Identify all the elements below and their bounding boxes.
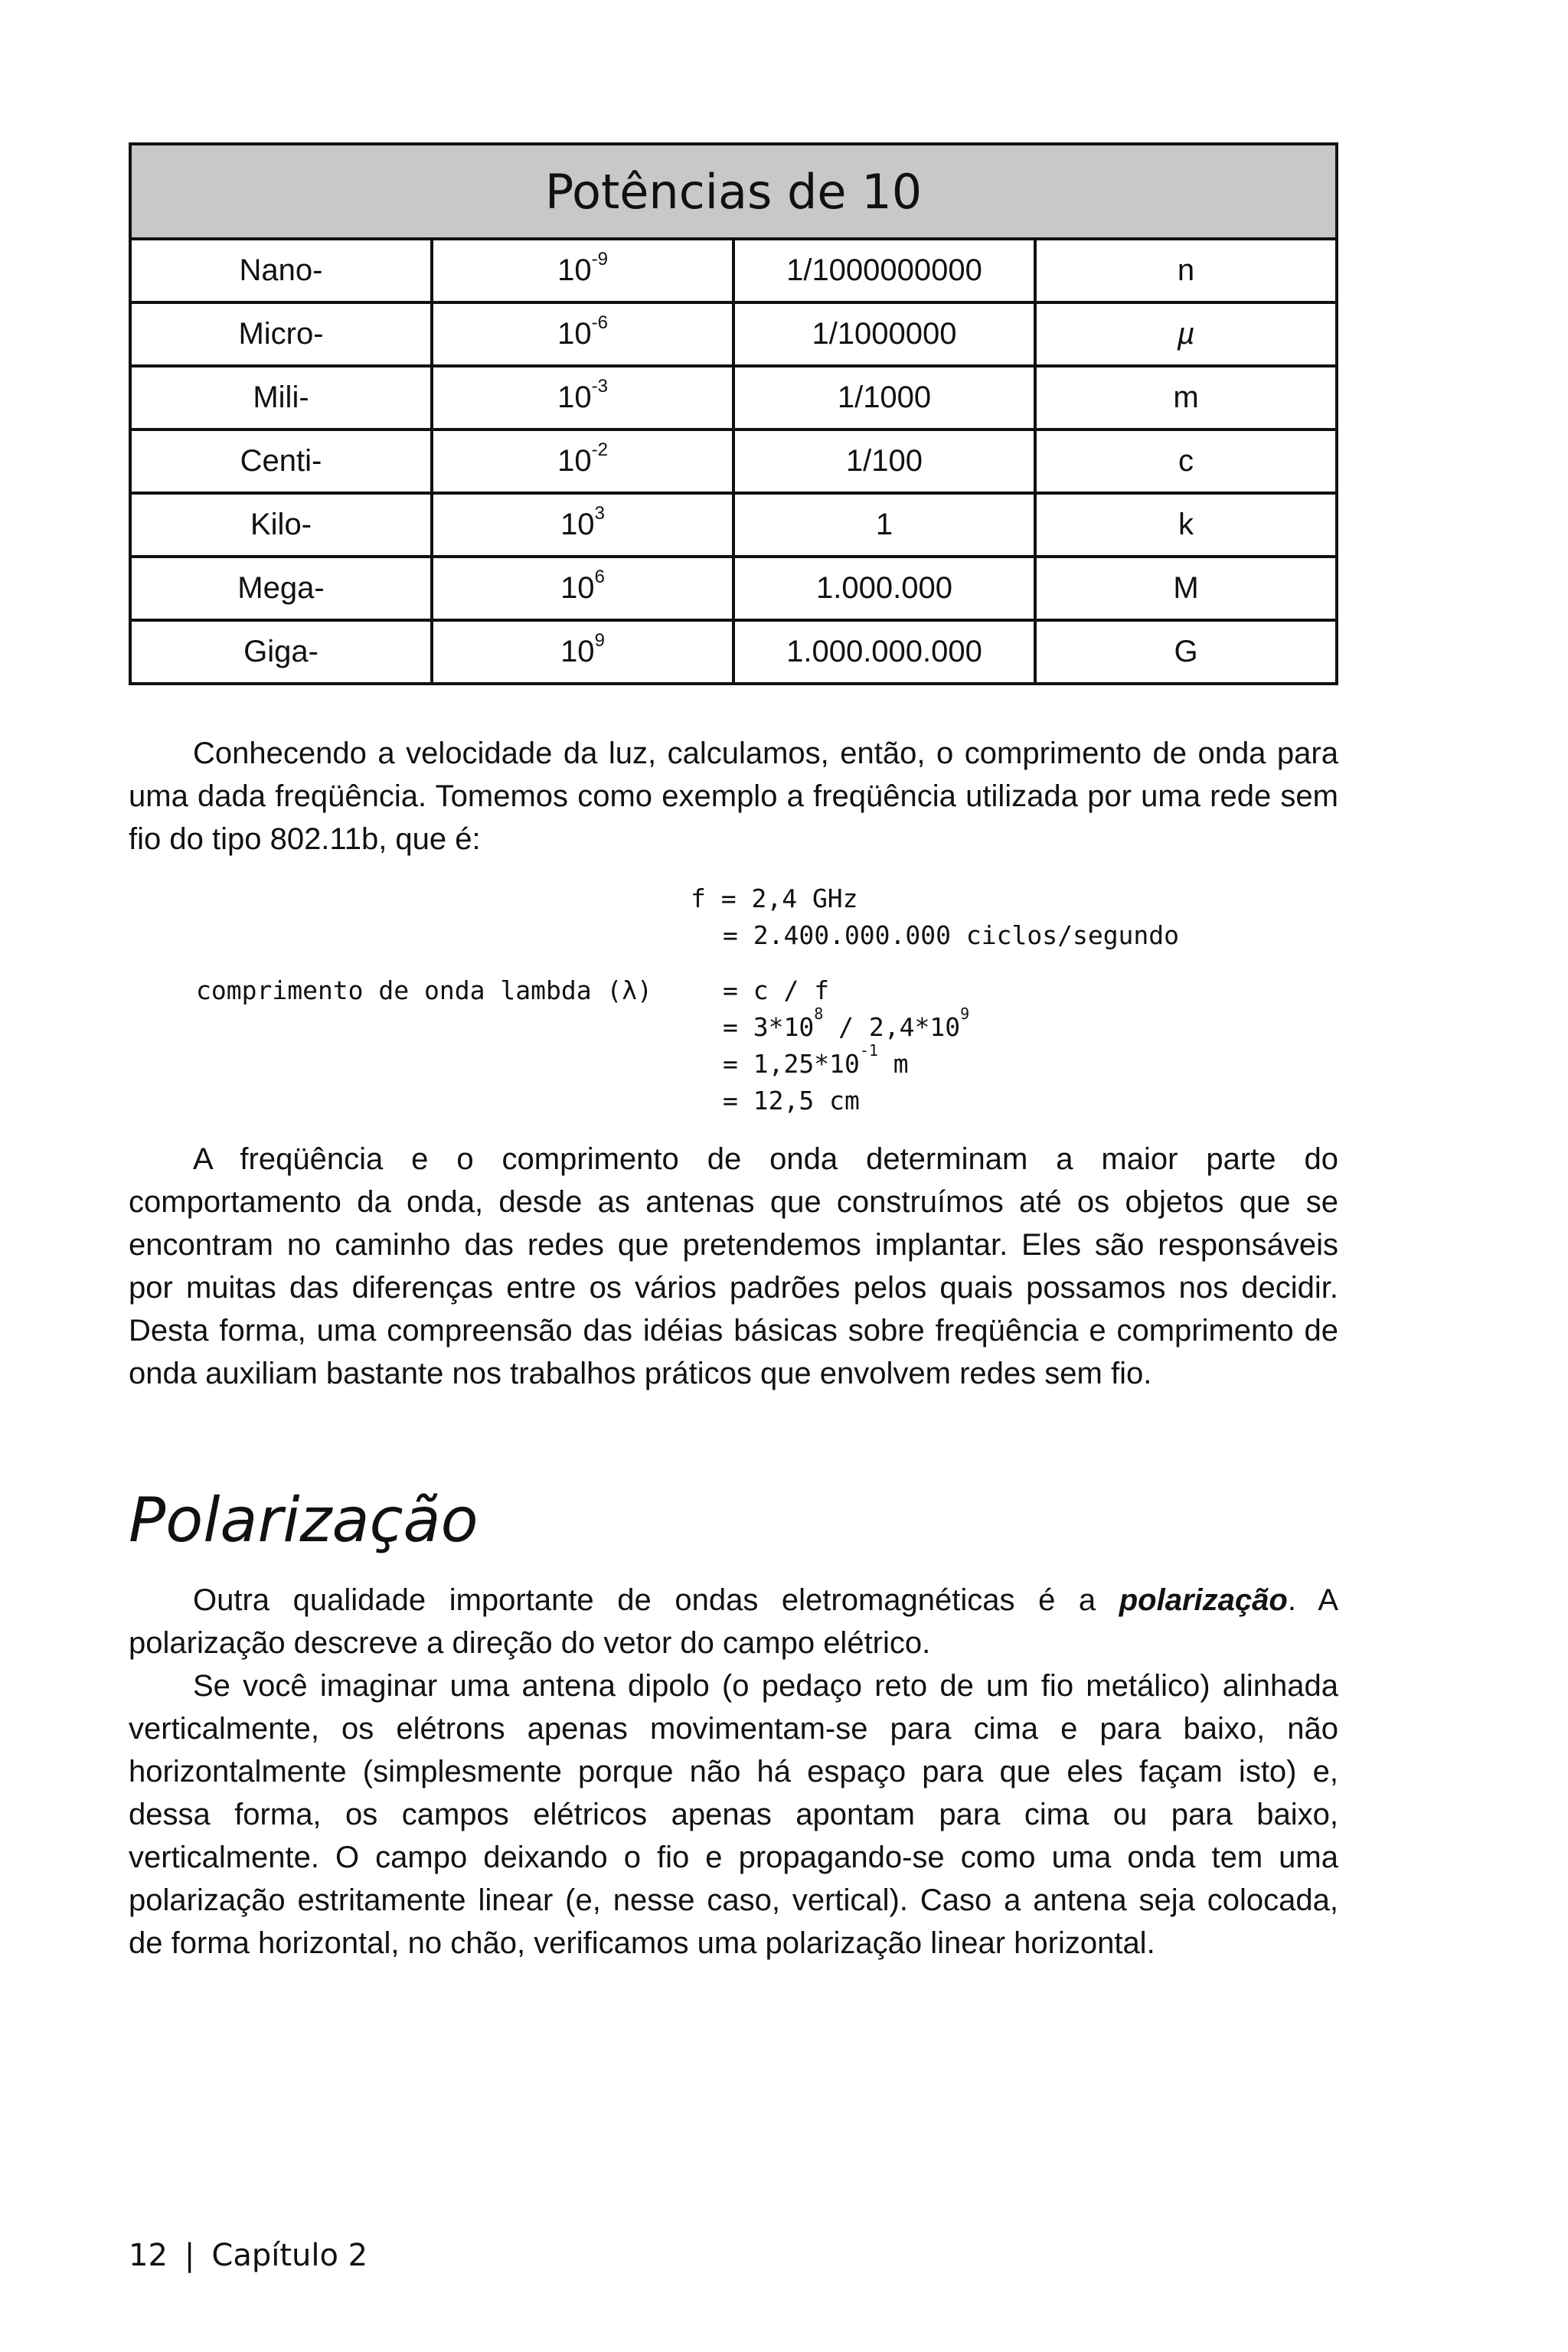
prefix-cell: Kilo- bbox=[130, 493, 432, 557]
power-cell: $10^6$ bbox=[432, 557, 733, 620]
page-number: 12 bbox=[129, 2238, 168, 2273]
fraction-cell: 1/1000000000 bbox=[733, 239, 1035, 302]
symbol-cell: G bbox=[1035, 620, 1337, 684]
power-cell: $10^{-3}$ bbox=[432, 366, 733, 430]
paragraph-wavelength-intro: Conhecendo a velocidade da luz, calculamos, então, o comprimento de onda para uma dada freqüência. Tomemos como exemplo a freqüência utilizada por uma rede sem fio do tipo 802.11b, que é: bbox=[129, 737, 1338, 856]
formula-line-meters: = $1,25*10^{-1}$ m bbox=[723, 1041, 909, 1079]
power-cell: $10^9$ bbox=[432, 620, 733, 684]
paragraph-polarization-intro: Outra qualidade importante de ondas eletromagnéticas é a polarização. A polarização descreve a direção do vetor do campo elétrico. bbox=[129, 1583, 1338, 1660]
paragraph-wave-behavior: A freqüência e o comprimento de onda determinam a maior parte do comportamento da onda, desde as antenas que construímos até os objetos que se encontram no caminho das redes que pretendemos implantar. Eles são responsáveis por muitas das diferenças entre os vários padrões pelos quais possamos nos decidir. Desta forma, uma compreensão das idéias básicas sobre freqüência e comprimento de onda auxiliam bastante nos trabalhos práticos que envolvem redes sem fio. bbox=[129, 1142, 1338, 1390]
power-cell: $10^{-9}$ bbox=[432, 239, 733, 302]
chapter-label: Capítulo 2 bbox=[211, 2238, 368, 2273]
power-cell: $10^{-6}$ bbox=[432, 302, 733, 366]
footer-separator: | bbox=[184, 2238, 195, 2273]
symbol-cell: M bbox=[1035, 557, 1337, 620]
table-row bbox=[130, 620, 1337, 684]
powers-of-ten-table bbox=[129, 142, 1338, 685]
fraction-cell: 1 bbox=[733, 493, 1035, 557]
table-row bbox=[130, 430, 1337, 493]
table-header-row bbox=[130, 144, 1337, 239]
fraction-cell: 1/1000000 bbox=[733, 302, 1035, 366]
fraction-cell: 1/1000 bbox=[733, 366, 1035, 430]
prefix-cell: Mili- bbox=[130, 366, 432, 430]
formula-line-result: = 12,5 cm bbox=[723, 1086, 860, 1116]
formula-line-c-over-f: = c / f bbox=[723, 975, 830, 1005]
paragraph-dipole-antenna: Se você imaginar uma antena dipolo (o pedaço reto de um fio metálico) alinhada verticalmente, os elétrons apenas movimentam-se para cima e para baixo, não horizontalmente (simplesmente porque não há espaço para que eles façam isto) e, dessa forma, os campos elétricos apenas apontam para cima ou para baixo, verticalmente. O campo deixando o fio e propagando-se como uma onda tem uma polarização estritamente linear (e, nesse caso, vertical). Caso a antena seja colocada, de forma horizontal, no chão, verificamos uma polarização linear horizontal. bbox=[129, 1669, 1338, 1960]
formula-line-frequency: f = 2,4 GHz bbox=[691, 884, 858, 913]
power-cell: $10^3$ bbox=[432, 493, 733, 557]
symbol-cell: n bbox=[1035, 239, 1337, 302]
formula-label-lambda: comprimento de onda lambda (λ) bbox=[196, 975, 653, 1005]
symbol-cell: m bbox=[1035, 366, 1337, 430]
page-footer bbox=[129, 2234, 368, 2277]
table-row bbox=[130, 302, 1337, 366]
table-title: Potências de 10 bbox=[130, 144, 1337, 239]
fraction-cell: 1.000.000 bbox=[733, 557, 1035, 620]
prefix-cell: Micro- bbox=[130, 302, 432, 366]
prefix-cell: Nano- bbox=[130, 239, 432, 302]
fraction-cell: 1/100 bbox=[733, 430, 1035, 493]
table-row bbox=[130, 239, 1337, 302]
prefix-cell: Giga- bbox=[130, 620, 432, 684]
symbol-cell: k bbox=[1035, 493, 1337, 557]
section-heading-polarization: Polarização bbox=[129, 1485, 479, 1556]
fraction-cell: 1.000.000.000 bbox=[733, 620, 1035, 684]
table-row bbox=[130, 557, 1337, 620]
prefix-cell: Mega- bbox=[130, 557, 432, 620]
formula-line-substitution: = $3*10^8 / 2,4*10^9$ bbox=[723, 1004, 970, 1042]
table-row bbox=[130, 493, 1337, 557]
formula-line-cycles: = 2.400.000.000 ciclos/segundo bbox=[723, 920, 1180, 950]
symbol-cell: µ bbox=[1035, 302, 1337, 366]
symbol-cell: c bbox=[1035, 430, 1337, 493]
table-row bbox=[130, 366, 1337, 430]
power-cell: $10^{-2}$ bbox=[432, 430, 733, 493]
prefix-cell: Centi- bbox=[130, 430, 432, 493]
